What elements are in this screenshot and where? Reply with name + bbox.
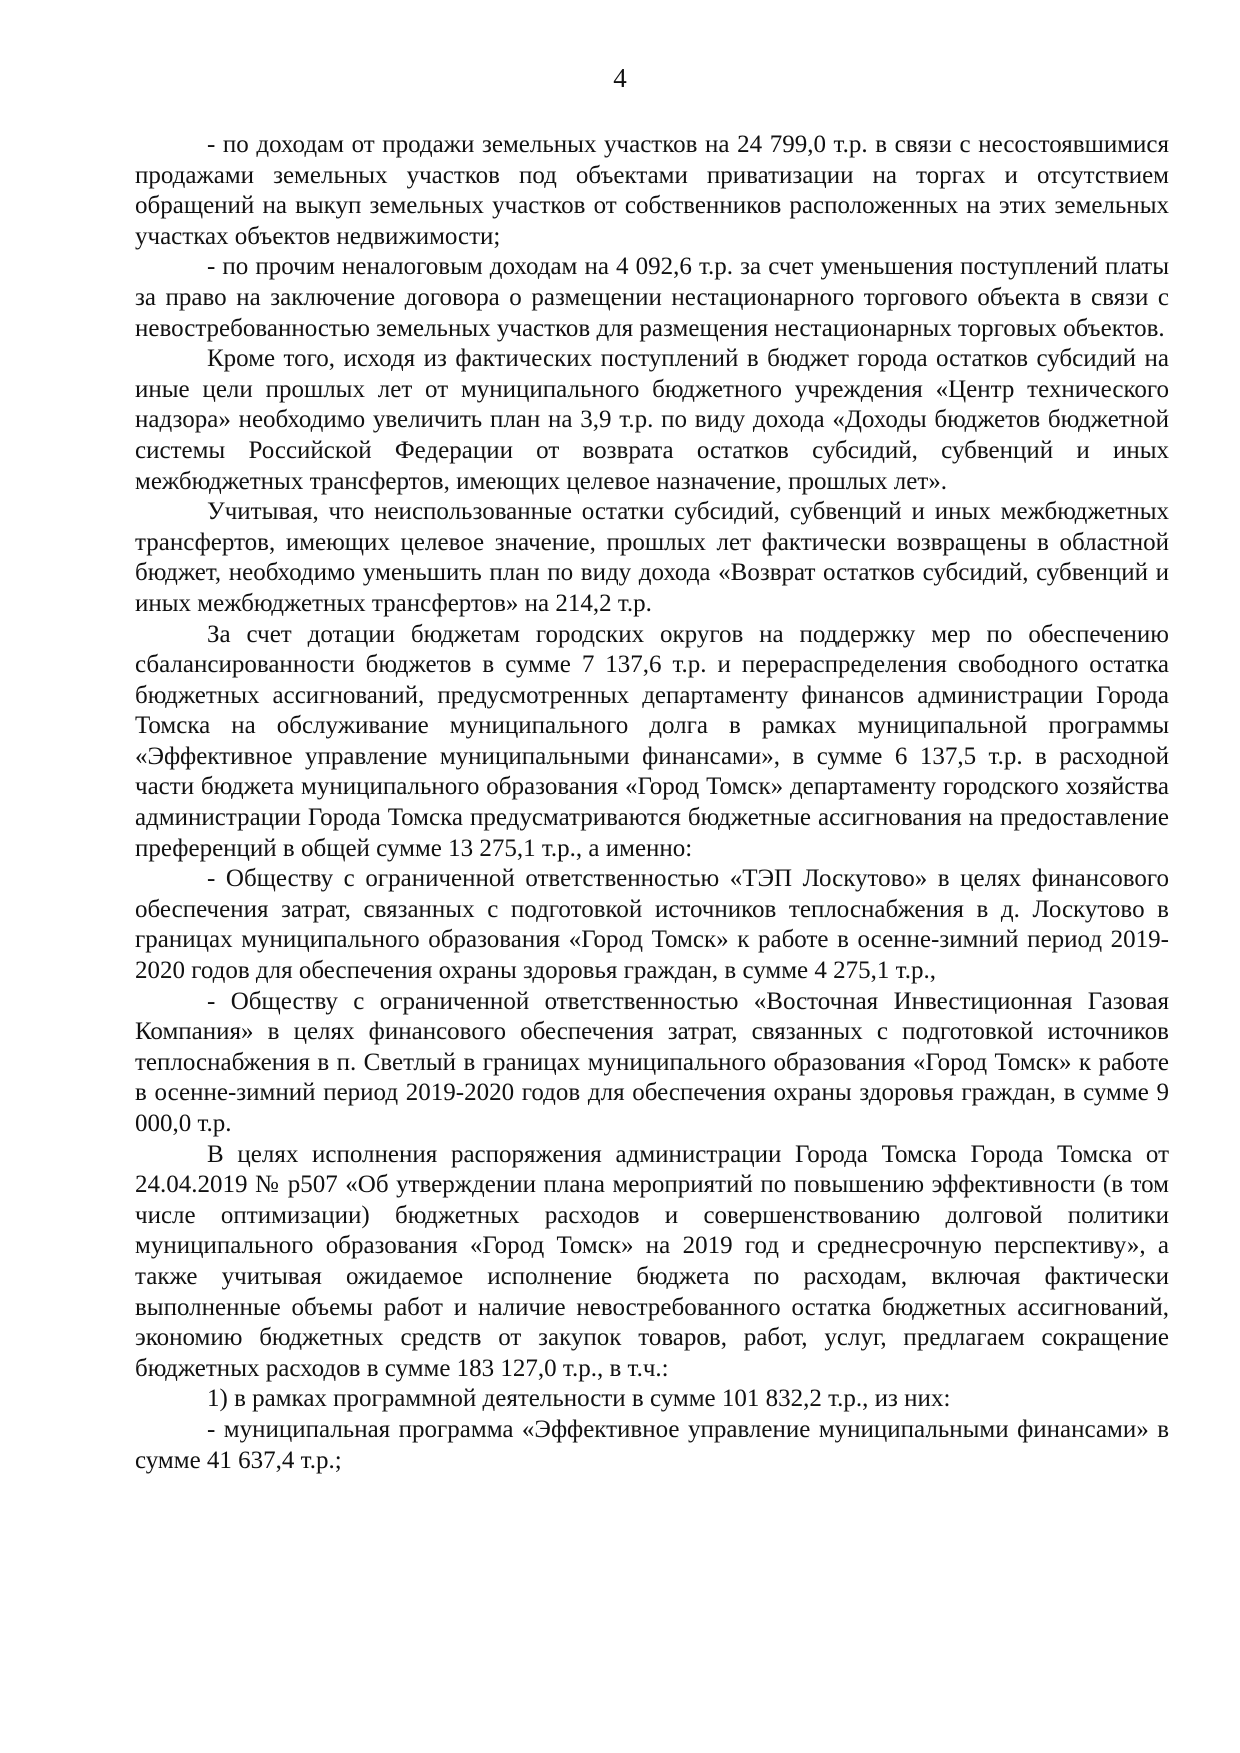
paragraph-program-activity: 1) в рамках программной деятельности в сумме 101 832,2 т.р., из них: xyxy=(207,1385,951,1413)
paragraph-municipal-finance-program: - муниципальная программа «Эффективное управление муниципальными финансами» в сумме 41 637,4 т.р.; xyxy=(135,1415,1169,1474)
document-body xyxy=(135,130,1169,1476)
paragraph-subsidy-return-increase: Кроме того, исходя из фактических поступлений в бюджет города остатков субсидий на иные цели прошлых лет от муниципального бюджетного учреждения «Центр технического надзора» необходимо увеличить план на 3,9 т.р. по виду дохода «Доходы бюджетов бюджетной системы Российской Федерации от возврата остатков субсидий, субвенций и иных межбюджетных трансфертов, имеющих целевое назначение, прошлых лет». xyxy=(135,345,1169,495)
paragraph-vostochnaya-gas: - Обществу с ограниченной ответственностью «Восточная Инвестиционная Газовая Компания» в целях финансового обеспечения затрат, связанных с подготовкой источников теплоснабжения в п. Светлый в границах муниципального образования «Город Томск» к работе в осенне-зимний период 2019-2020 годов для обеспечения охраны здоровья граждан, в сумме 9 000,0 т.р. xyxy=(135,987,1169,1137)
paragraph-preferences: За счет дотации бюджетам городских округов на поддержку мер по обеспечению сбалансированности бюджетов в сумме 7 137,6 т.р. и перераспределения свободного остатка бюджетных ассигнований, предусмотренных департаменту финансов администрации Города Томска на обслуживание муниципального долга в рамках муниципальной программы «Эффективное управление муниципальными финансами», в сумме 6 137,5 т.р. в расходной части бюджета муниципального образования «Город Томск» департаменту городского хозяйства администрации Города Томска предусматриваются бюджетные ассигнования на предоставление преференций в общей сумме 13 275,1 т.р., а именно: xyxy=(135,620,1169,862)
paragraph-land-sale-income: - по доходам от продажи земельных участков на 24 799,0 т.р. в связи с несостоявшимися продажами земельных участков под объектами приватизации на торгах и отсутствием обращений на выкуп земельных участков от собственников расположенных на этих земельных участках объектов недвижимости; xyxy=(135,131,1169,250)
paragraph-expense-reduction: В целях исполнения распоряжения администрации Города Томска Города Томска от 24.04.2019 № р507 «Об утверждении плана мероприятий по повышению эффективности (в том числе оптимизации) бюджетных расходов и совершенствованию долговой политики муниципального образования «Город Томск» на 2019 год и среднесрочную перспективу», а также учитывая ожидаемое исполнение бюджета по расходам, включая фактически выполненные объемы работ и наличие невостребованного остатка бюджетных ассигнований, экономию бюджетных средств от закупок товаров, работ, услуг, предлагаем сокращение бюджетных расходов в сумме 183 127,0 т.р., в т.ч.: xyxy=(135,1140,1169,1382)
paragraph-other-nontax-income: - по прочим неналоговым доходам на 4 092,6 т.р. за счет уменьшения поступлений платы за право на заключение договора о размещении нестационарного торгового объекта в связи с невостребованностью земельных участков для размещения нестационарных торговых объектов. xyxy=(135,253,1169,342)
page-number: 4 xyxy=(613,63,627,93)
paragraph-tep-loskutovo: - Обществу с ограниченной ответственностью «ТЭП Лоскутово» в целях финансового обеспечения затрат, связанных с подготовкой источников теплоснабжения в д. Лоскутово в границах муниципального образования «Город Томск» к работе в осенне-зимний период 2019-2020 годов для обеспечения охраны здоровья граждан, в сумме 4 275,1 т.р., xyxy=(135,865,1169,985)
paragraph-subsidy-return-decrease: Учитывая, что неиспользованные остатки субсидий, субвенций и иных межбюджетных трансфертов, имеющих целевое значение, прошлых лет фактически возвращены в областной бюджет, необходимо уменьшить план по виду дохода «Возврат остатков субсидий, субвенций и иных межбюджетных трансфертов» на 214,2 т.р. xyxy=(135,498,1169,617)
